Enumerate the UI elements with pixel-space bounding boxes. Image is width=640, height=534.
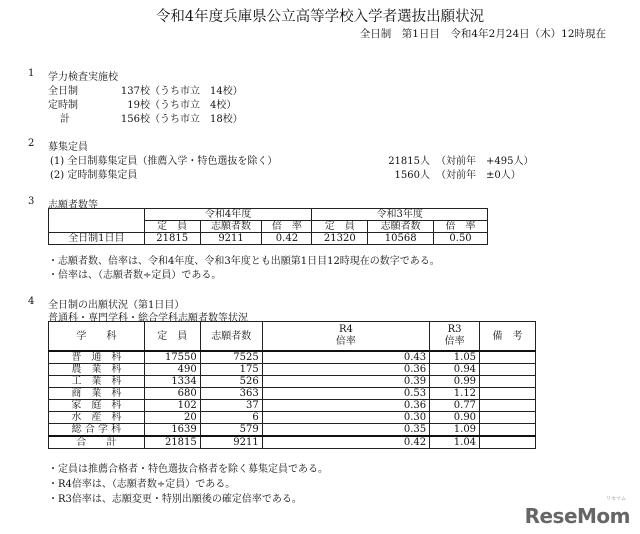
s3-note-1: ・志願者数、倍率は、令和4年度、令和3年度とも出願第1日目12時現在の数字である。 [48,256,440,267]
s1-note-fulltime: （うち市立 14校） [150,86,243,97]
table-corner-cell [49,209,145,233]
page-subtitle: 全日制 第1日目 令和4年2月24日（木）12時現在 [359,28,606,40]
s1-count-fulltime: 137校 [120,86,150,97]
table-row [49,412,536,424]
subject-cell: 商 業 科 [49,388,145,400]
section4-subheading: 普通科・専門学科・総合学科志願者数等状況 [48,313,248,324]
r4-header-label: R4 [338,324,353,335]
remarks-cell [480,400,536,412]
r4-cell: 0.35 [262,424,429,437]
r4-capacity: 21815 [144,233,200,245]
capacity-cell: 490 [144,364,200,376]
r3-ratio-header: 倍 率 [434,221,488,233]
s1-note-parttime: （うち市立 4校） [150,100,237,111]
s2-value-fulltime: 21815人 [388,156,430,167]
r3-cell: 1.12 [430,388,480,400]
subject-cell: 農 業 科 [49,364,145,376]
table-row-total [49,436,536,449]
section4-number: 4 [28,296,35,307]
table-row [49,424,536,437]
subject-cell: 工 業 科 [49,376,145,388]
section2-number: 2 [28,138,35,149]
total-applicants: 9211 [200,436,262,449]
total-remarks [480,436,536,449]
remarks-cell [480,388,536,400]
capacity-cell: 102 [144,400,200,412]
total-capacity: 21815 [144,436,200,449]
subject-cell: 水 産 科 [49,412,145,424]
r4-year-header: 令和4年度 [144,209,312,221]
applicants-summary-table [48,208,488,245]
r4-cell: 0.30 [262,412,429,424]
s2-value-parttime: 1560人 [394,170,430,181]
s3-note-2: ・倍率は、（志願者数÷定員）である。 [48,270,222,281]
r4-cell: 0.43 [262,351,429,364]
remarks-cell [480,351,536,364]
r4-ratio: 0.42 [262,233,312,245]
r3-header-sub: 倍率 [444,336,465,347]
s1-note-total: （うち市立 18校） [150,114,243,125]
row-label: 全日制1日目 [49,233,145,245]
remarks-cell [480,412,536,424]
total-r3: 1.04 [430,436,480,449]
s1-count-total: 156校 [120,114,150,125]
capacity-cell: 1639 [144,424,200,437]
capacity-header: 定 員 [144,322,200,352]
watermark-tag: リセマム [606,496,626,502]
section2-heading: 募集定員 [48,142,88,153]
s4-note-2: ・R4倍率は、（志願者数÷定員）である。 [48,479,236,490]
r4-applicants-header: 志願者数 [200,221,262,233]
r4-capacity-header: 定 員 [144,221,200,233]
applicants-cell: 7525 [200,351,262,364]
table-row [49,233,488,245]
r4-cell: 0.36 [262,400,429,412]
r4-cell: 0.36 [262,364,429,376]
applicants-cell: 579 [200,424,262,437]
section3-number: 3 [28,196,35,207]
s2-diff-parttime: （対前年 ±0人） [436,170,521,181]
s4-note-1: ・定員は推薦合格者・特色選抜合格者を除く募集定員である。 [48,464,328,475]
table-row [49,400,536,412]
r3-applicants: 10568 [368,233,434,245]
table-row [49,388,536,400]
subject-cell: 総 合 学 科 [49,424,145,437]
applicants-cell: 37 [200,400,262,412]
total-label: 合 計 [49,436,145,449]
table-row [49,364,536,376]
s1-label-total: 計 [60,114,70,125]
r3-cell: 0.90 [430,412,480,424]
r4-ratio-header: 倍 率 [262,221,312,233]
capacity-cell: 17550 [144,351,200,364]
r3-cell: 0.94 [430,364,480,376]
s1-label-fulltime: 全日制 [48,86,78,97]
r3-cell: 1.09 [430,424,480,437]
s1-label-parttime: 定時制 [48,100,78,111]
capacity-cell: 680 [144,388,200,400]
capacity-cell: 1334 [144,376,200,388]
s2-diff-fulltime: （対前年 +495人） [436,156,534,167]
r4-cell: 0.53 [262,388,429,400]
remarks-cell [480,376,536,388]
page-title: 令和4年度兵庫県公立高等学校入学者選抜出願状況 [155,9,485,25]
r3-ratio-header [430,322,480,352]
r3-capacity: 21320 [312,233,368,245]
capacity-cell: 20 [144,412,200,424]
r3-cell: 0.99 [430,376,480,388]
table-row [49,351,536,364]
r4-header-sub: 倍率 [335,336,356,347]
r3-cell: 0.77 [430,400,480,412]
r4-applicants: 9211 [200,233,262,245]
total-r4: 0.42 [262,436,429,449]
r4-cell: 0.39 [262,376,429,388]
r3-year-header: 令和3年度 [312,209,488,221]
department-applicants-table [48,321,536,449]
table-row [49,376,536,388]
section4-heading: 全日制の出願状況（第1日目） [48,300,185,311]
section1-heading: 学力検査実施校 [48,72,118,83]
s2-label-fulltime: (1) 全日制募集定員（推薦入学・特色選抜を除く） [50,156,278,167]
r4-ratio-header [262,322,429,352]
subject-header: 学 科 [49,322,145,352]
applicants-cell: 363 [200,388,262,400]
r3-capacity-header: 定 員 [312,221,368,233]
section1-number: 1 [28,68,35,79]
remarks-cell [480,424,536,437]
r3-applicants-header: 志願者数 [368,221,434,233]
applicants-header: 志願者数 [200,322,262,352]
section3-heading: 志願者数等 [48,200,98,211]
r3-header-label: R3 [447,324,462,335]
applicants-cell: 526 [200,376,262,388]
subject-cell: 普 通 科 [49,351,145,364]
s4-note-3: ・R3倍率は、志願変更・特別出願後の確定倍率である。 [48,494,302,505]
s1-count-parttime: 19校 [127,100,150,111]
resemom-logo: ReseMom [524,504,630,528]
s2-label-parttime: (2) 定時制募集定員 [50,170,138,181]
r3-ratio: 0.50 [434,233,488,245]
applicants-cell: 175 [200,364,262,376]
remarks-header: 備 考 [480,322,536,352]
applicants-cell: 6 [200,412,262,424]
r3-cell: 1.05 [430,351,480,364]
remarks-cell [480,364,536,376]
subject-cell: 家 庭 科 [49,400,145,412]
